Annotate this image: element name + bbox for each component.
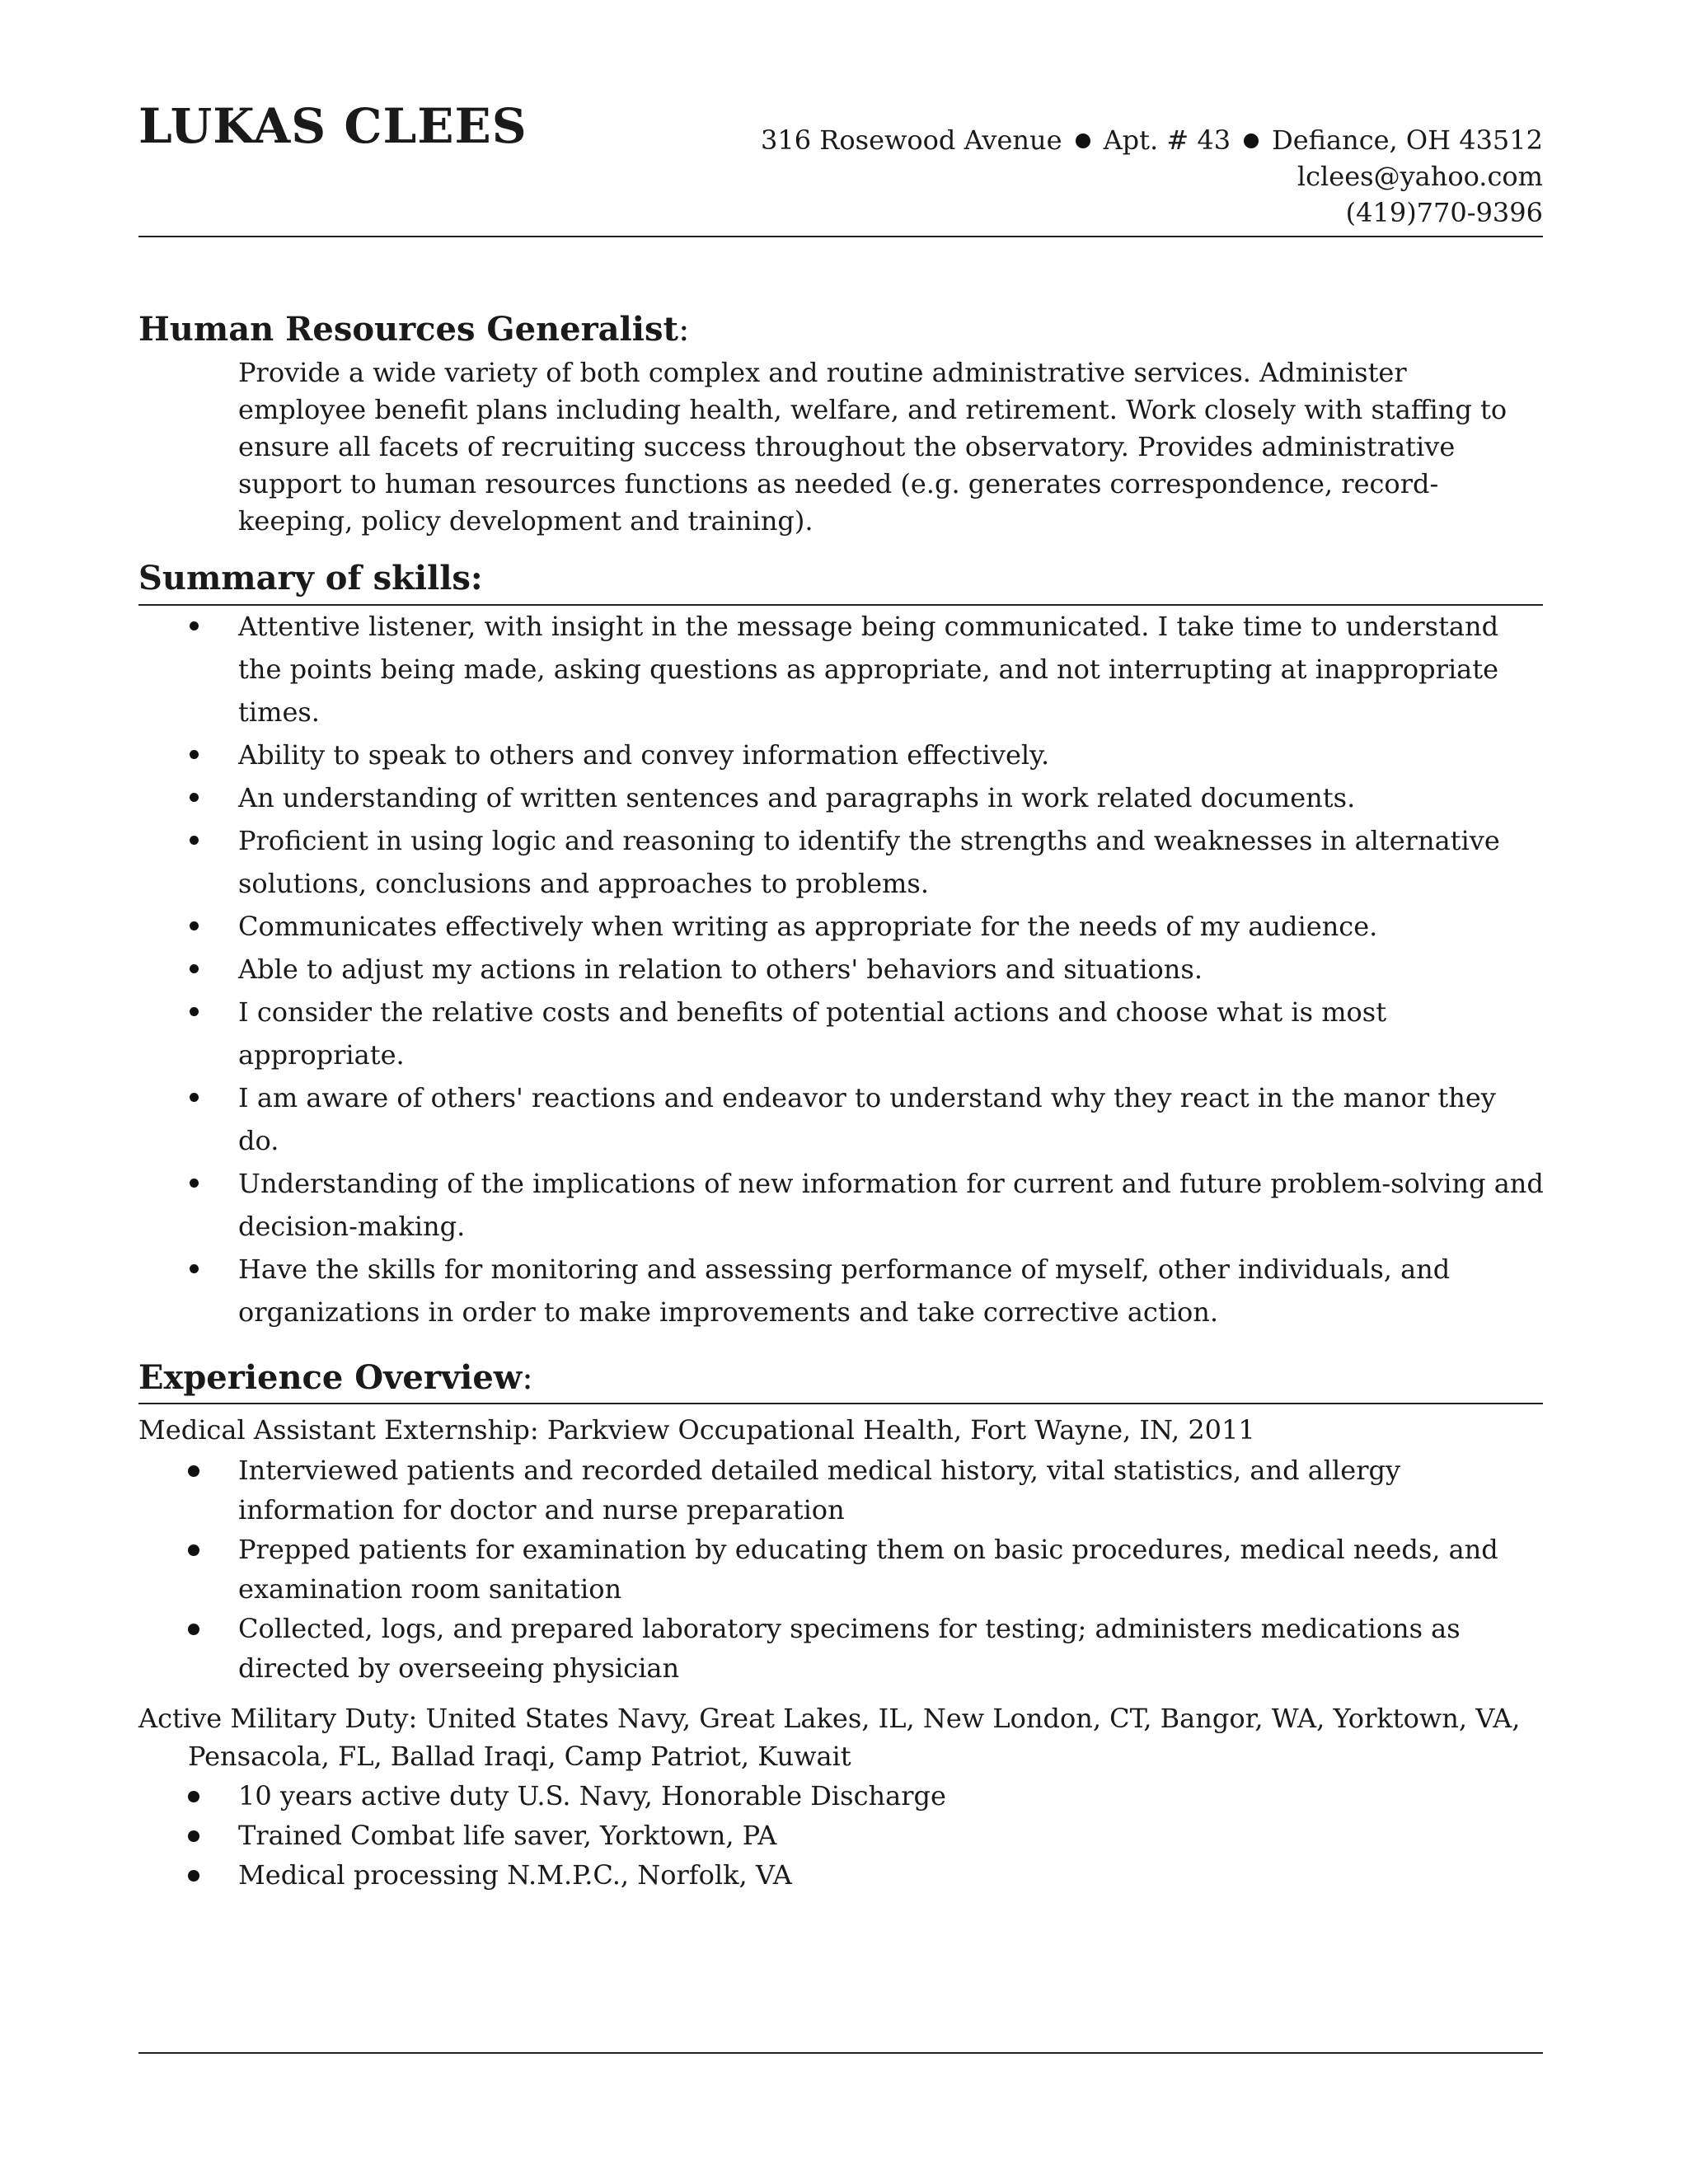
bullet-icon xyxy=(190,921,199,930)
list-item xyxy=(138,1162,1545,1248)
list-item xyxy=(138,1248,1545,1333)
skill-text: Able to adjust my actions in relation to others' behaviors and situations. xyxy=(238,954,1203,985)
contact-block xyxy=(761,122,1543,231)
duty-text: Medical processing N.M.P.C., Norfolk, VA xyxy=(238,1859,792,1891)
objective-title xyxy=(138,310,690,349)
duty-text: 10 years active duty U.S. Navy, Honorable Discharge xyxy=(238,1780,946,1811)
address-city: Defiance, OH 43512 xyxy=(1272,124,1543,156)
bullet-icon xyxy=(190,621,199,630)
objective-title-colon: : xyxy=(678,311,690,349)
list-item xyxy=(138,905,1545,948)
list-item xyxy=(138,733,1545,776)
experience-title-colon: : xyxy=(522,1359,533,1397)
bullet-icon xyxy=(188,1791,199,1802)
bullet-icon xyxy=(190,836,199,845)
experience-divider xyxy=(138,1403,1543,1404)
bullet-icon xyxy=(190,964,199,973)
candidate-name: LUKAS CLEES xyxy=(138,98,528,154)
list-item xyxy=(138,819,1545,905)
list-item xyxy=(138,991,1545,1076)
duty-text: Prepped patients for examination by educating them on basic procedures, medical needs, and examination room sanitation xyxy=(238,1534,1498,1605)
skills-title: Summary of skills: xyxy=(138,559,483,598)
bullet-icon xyxy=(190,750,199,759)
bullet-separator-icon xyxy=(1244,134,1259,148)
bullet-icon xyxy=(190,1179,199,1188)
list-item xyxy=(138,1816,1545,1855)
objective-title-text: Human Resources Generalist xyxy=(138,310,678,349)
skill-text: I consider the relative costs and benefits of potential actions and choose what is most appropriate. xyxy=(238,996,1387,1071)
objective-text: Provide a wide variety of both complex and routine administrative services. Administer employee benefit plans including health, welfare, and retirement. Work closely with staffing to ensure all facets of recruiting success throughout the observatory. Provides administrative support to human resources functions as needed (e.g. generates correspondence, record-keeping, policy development and training). xyxy=(238,357,1507,537)
list-item xyxy=(138,1451,1545,1530)
skill-text: Understanding of the implications of new information for current and future problem-solving and decision-making. xyxy=(238,1168,1544,1242)
email-address: lclees@yahoo.com xyxy=(1296,161,1543,192)
list-item xyxy=(138,1855,1545,1895)
duty-text: Trained Combat life saver, Yorktown, PA xyxy=(238,1820,777,1851)
address-apt: Apt. # 43 xyxy=(1103,124,1231,156)
bullet-icon xyxy=(190,1264,199,1273)
job-duties-list xyxy=(138,1451,1543,1688)
skill-text: Communicates effectively when writing as appropriate for the needs of my audience. xyxy=(238,911,1378,942)
header-divider xyxy=(138,236,1543,237)
duty-text: Collected, logs, and prepared laboratory specimens for testing; administers medications as directed by overseeing physician xyxy=(238,1613,1461,1684)
bullet-icon xyxy=(190,793,199,802)
skill-text: An understanding of written sentences and paragraphs in work related documents. xyxy=(238,782,1356,813)
phone-number: (419)770-9396 xyxy=(1345,197,1543,228)
job-heading: Medical Assistant Externship: Parkview Occupational Health, Fort Wayne, IN, 2011 xyxy=(138,1414,1255,1446)
list-item xyxy=(138,1076,1545,1162)
experience-title xyxy=(138,1358,533,1397)
bullet-icon xyxy=(190,1093,199,1102)
footer-divider xyxy=(138,2052,1543,2054)
bullet-icon xyxy=(188,1830,199,1842)
list-item xyxy=(138,1776,1545,1816)
skill-text: Ability to speak to others and convey information effectively. xyxy=(238,739,1050,771)
skill-text: Attentive listener, with insight in the message being communicated. I take time to understand the points being made, asking questions as appropriate, and not interrupting at inappropriate times. xyxy=(238,611,1499,728)
duty-text: Interviewed patients and recorded detailed medical history, vital statistics, and allergy information for doctor and nurse preparation xyxy=(238,1455,1401,1526)
list-item xyxy=(138,605,1545,733)
skill-text: Proficient in using logic and reasoning to identify the strengths and weaknesses in alternative solutions, conclusions and approaches to problems. xyxy=(238,825,1500,899)
list-item xyxy=(138,1530,1545,1609)
skills-list xyxy=(138,605,1543,1333)
bullet-icon xyxy=(188,1870,199,1882)
list-item xyxy=(138,776,1545,819)
address-street: 316 Rosewood Avenue xyxy=(761,124,1062,156)
job-duties-list xyxy=(138,1776,1543,1895)
skill-text: I am aware of others' reactions and endeavor to understand why they react in the manor they do. xyxy=(238,1082,1496,1156)
job-heading: Active Military Duty: United States Navy, Great Lakes, IL, New London, CT, Bangor, WA, Yorktown, VA, Pensacola, FL, Ballad Iraqi, Camp Patriot, Kuwait xyxy=(138,1703,1521,1772)
bullet-separator-icon xyxy=(1076,134,1090,148)
list-item xyxy=(138,948,1545,991)
address-line xyxy=(761,122,1543,158)
list-item xyxy=(138,1609,1545,1688)
bullet-icon xyxy=(188,1624,199,1635)
bullet-icon xyxy=(190,1007,199,1016)
bullet-icon xyxy=(188,1544,199,1556)
skill-text: Have the skills for monitoring and assessing performance of myself, other individuals, and organizations in order to make improvements and take corrective action. xyxy=(238,1254,1451,1328)
bullet-icon xyxy=(188,1465,199,1477)
experience-title-text: Experience Overview xyxy=(138,1358,523,1397)
